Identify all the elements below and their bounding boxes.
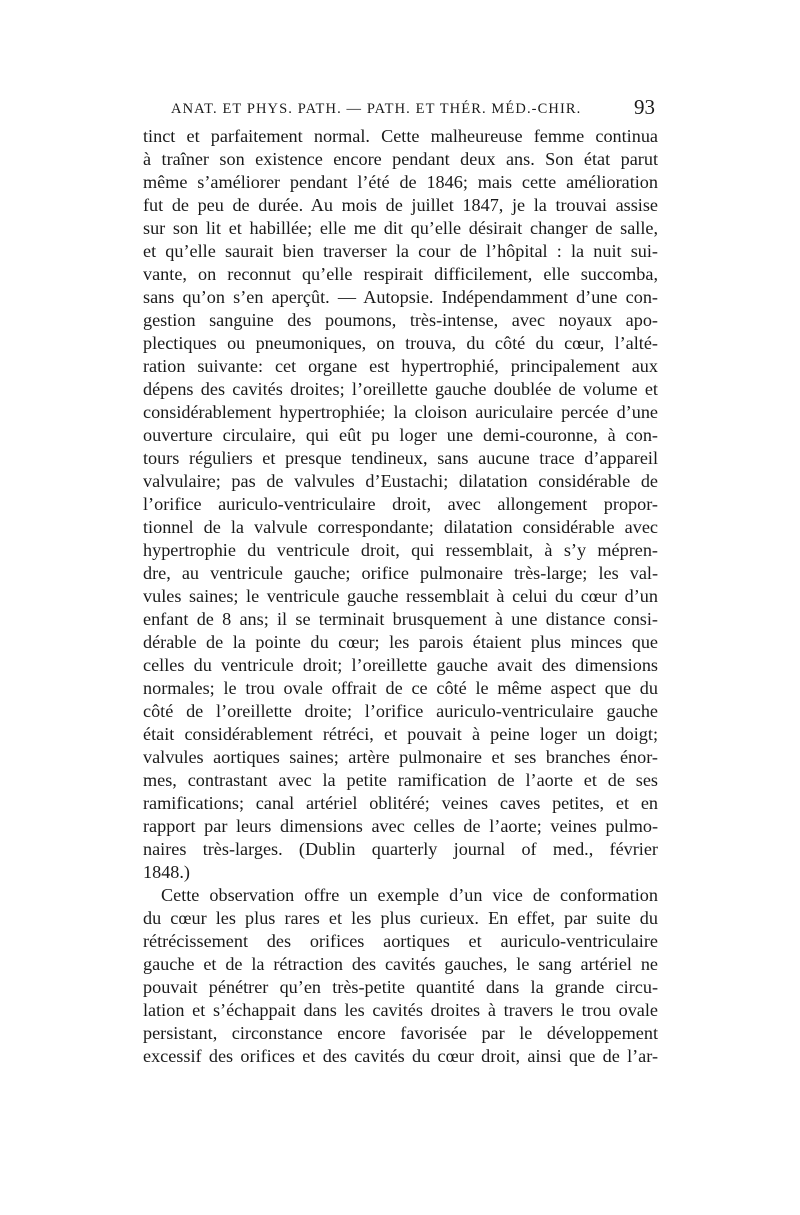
body-text [143, 124, 658, 1084]
text-line: fut de peu de durée. Au mois de juillet 1847, je la trouvai assise [143, 195, 658, 215]
text-line: ration suivante: cet organe est hypertrophié, principalement aux [143, 356, 658, 376]
text-line: tinct et parfaitement normal. Cette malheureuse femme continua [143, 126, 658, 146]
text-line: sans qu’on s’en aperçût. — Autopsie. Indépendamment d’une con- [143, 287, 658, 307]
text-line: valvulaire; pas de valvules d’Eustachi; dilatation considérable de [143, 471, 658, 491]
text-line: côté de l’oreillette droite; l’orifice auriculo-ventriculaire gauche [143, 701, 658, 721]
text-line: plectiques ou pneumoniques, on trouva, du côté du cœur, l’alté- [143, 333, 658, 353]
text-line: et qu’elle saurait bien traverser la cour de l’hôpital : la nuit sui- [143, 241, 658, 261]
text-line: pouvait pénétrer qu’en très-petite quantité dans la grande circu- [143, 977, 658, 997]
text-line: enfant de 8 ans; il se terminait brusquement à une distance consi- [143, 609, 658, 629]
text-line: rapport par leurs dimensions avec celles de l’aorte; veines pulmo- [143, 816, 658, 836]
text-line: normales; le trou ovale offrait de ce côté le même aspect que du [143, 678, 658, 698]
text-line: mes, contrastant avec la petite ramification de l’aorte et de ses [143, 770, 658, 790]
text-line: même s’améliorer pendant l’été de 1846; mais cette amélioration [143, 172, 658, 192]
text-line: valvules aortiques saines; artère pulmonaire et ses branches énor- [143, 747, 658, 767]
paragraph-start-line: Cette observation offre un exemple d’un vice de conformation [161, 885, 658, 905]
text-line: dre, au ventricule gauche; orifice pulmonaire très-large; les val- [143, 563, 658, 583]
text-line: tours réguliers et presque tendineux, sans aucune trace d’appareil [143, 448, 658, 468]
page-number: 93 [634, 95, 655, 119]
text-line: excessif des orifices et des cavités du cœur droit, ainsi que de l’ar- [143, 1046, 658, 1066]
text-line: l’orifice auriculo-ventriculaire droit, avec allongement propor- [143, 494, 658, 514]
text-line: persistant, circonstance encore favorisée par le développement [143, 1023, 658, 1043]
text-line: dérable de la pointe du cœur; les parois étaient plus minces que [143, 632, 658, 652]
text-line: lation et s’échappait dans les cavités droites à travers le trou ovale [143, 1000, 658, 1020]
text-line: naires très-larges. (Dublin quarterly journal of med., février [143, 839, 658, 859]
page-header [143, 93, 655, 123]
text-line: hypertrophie du ventricule droit, qui ressemblait, à s’y mépren- [143, 540, 658, 560]
text-line: 1848.) [143, 862, 190, 882]
text-line: à traîner son existence encore pendant deux ans. Son état parut [143, 149, 658, 169]
text-line: dépens des cavités droites; l’oreillette gauche doublée de volume et [143, 379, 658, 399]
text-line: ramifications; canal artériel oblitéré; veines caves petites, et en [143, 793, 658, 813]
text-line: gauche et de la rétraction des cavités gauches, le sang artériel ne [143, 954, 658, 974]
text-line: ouverture circulaire, qui eût pu loger une demi-couronne, à con- [143, 425, 658, 445]
text-line: tionnel de la valvule correspondante; dilatation considérable avec [143, 517, 658, 537]
text-line: du cœur les plus rares et les plus curieux. En effet, par suite du [143, 908, 658, 928]
text-line: vante, on reconnut qu’elle respirait difficilement, elle succomba, [143, 264, 658, 284]
text-line: gestion sanguine des poumons, très-intense, avec noyaux apo- [143, 310, 658, 330]
text-line: était considérablement rétréci, et pouvait à peine loger un doigt; [143, 724, 658, 744]
text-line: considérablement hypertrophiée; la cloison auriculaire percée d’une [143, 402, 658, 422]
text-line: rétrécissement des orifices aortiques et auriculo-ventriculaire [143, 931, 658, 951]
running-head: ANAT. ET PHYS. PATH. — PATH. ET THÉR. MÉD.-CHIR. [171, 101, 582, 117]
text-line: vules saines; le ventricule gauche ressemblait à celui du cœur d’un [143, 586, 658, 606]
text-line: sur son lit et habillée; elle me dit qu’elle désirait changer de salle, [143, 218, 658, 238]
text-line: celles du ventricule droit; l’oreillette gauche avait des dimensions [143, 655, 658, 675]
